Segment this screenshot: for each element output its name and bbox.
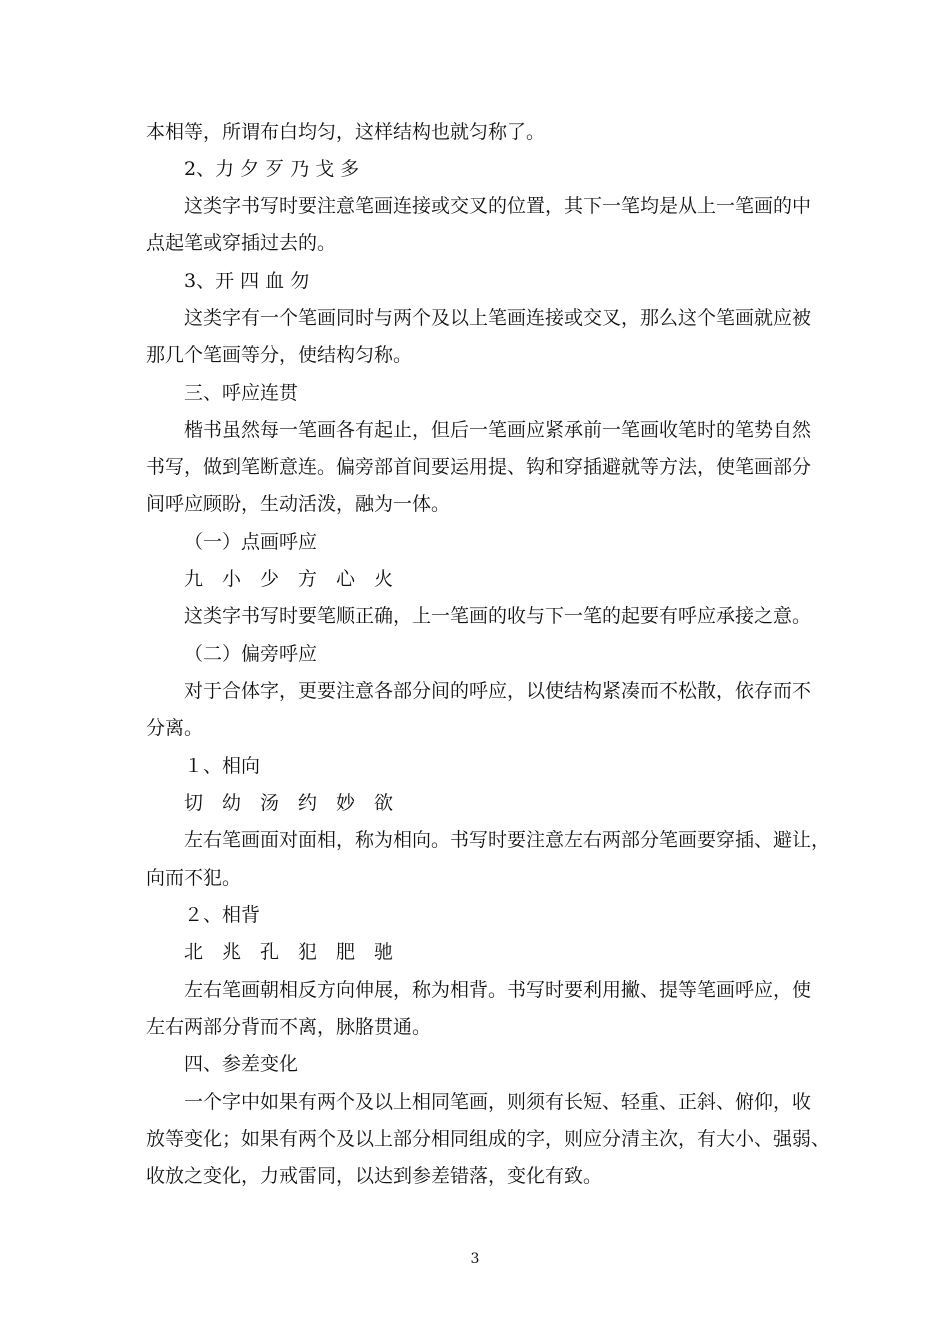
section-heading: 三、呼应连贯 <box>184 382 299 404</box>
paragraph-line: 左右笔画面对面相，称为相向。书写时要注意左右两部分笔画要穿插、避让， <box>184 829 831 851</box>
paragraph-line: 向而不犯。 <box>146 867 242 889</box>
example-characters: 九 小 少 方 心 火 <box>184 568 394 590</box>
example-characters: 北 兆 孔 犯 肥 驰 <box>184 941 394 963</box>
subsection-heading: 2、力 夕 歹 乃 戈 多 <box>184 158 360 180</box>
paragraph-line: 本相等，所谓布白均匀，这样结构也就匀称了。 <box>146 121 546 143</box>
paragraph-line: 这类字有一个笔画同时与两个及以上笔画连接或交叉，那么这个笔画就应被 <box>184 307 812 329</box>
paragraph-line: 间呼应顾盼，生动活泼，融为一体。 <box>146 493 451 515</box>
paragraph-line: 左右两部分背而不离，脉胳贯通。 <box>146 1016 432 1038</box>
paragraph-line: 楷书虽然每一笔画各有起止，但后一笔画应紧承前一笔画收笔时的笔势自然 <box>184 419 812 441</box>
subsection-heading: ２、相背 <box>184 904 261 926</box>
example-characters: 切 幼 汤 约 妙 欲 <box>184 792 394 814</box>
section-heading: 四、参差变化 <box>184 1053 299 1075</box>
subsection-heading: （一）点画呼应 <box>184 531 318 553</box>
paragraph-line: 这类字书写时要笔顺正确，上一笔画的收与下一笔的起要有呼应承接之意。 <box>184 605 812 627</box>
subsection-heading: 3、开 四 血 勿 <box>184 270 310 292</box>
paragraph-line: 对于合体字，更要注意各部分间的呼应，以使结构紧凑而不松散，依存而不 <box>184 680 812 702</box>
subsection-heading: １、相向 <box>184 755 261 777</box>
paragraph-line: 左右笔画朝相反方向伸展，称为相背。书写时要利用撇、提等笔画呼应，使 <box>184 979 812 1001</box>
page-number: 3 <box>470 1251 480 1267</box>
paragraph-line: 收放之变化，力戒雷同，以达到参差错落，变化有致。 <box>146 1165 603 1187</box>
paragraph-line: 放等变化；如果有两个及以上部分相同组成的字，则应分清主次，有大小、强弱、 <box>146 1128 831 1150</box>
paragraph-line: 这类字书写时要注意笔画连接或交叉的位置，其下一笔均是从上一笔画的中 <box>184 195 812 217</box>
paragraph-line: 一个字中如果有两个及以上相同笔画，则须有长短、轻重、正斜、俯仰，收 <box>184 1091 812 1113</box>
paragraph-line: 书写，做到笔断意连。偏旁部首间要运用提、钩和穿插避就等方法，使笔画部分 <box>146 456 812 478</box>
paragraph-line: 分离。 <box>146 717 204 739</box>
subsection-heading: （二）偏旁呼应 <box>184 643 318 665</box>
paragraph-line: 点起笔或穿插过去的。 <box>146 232 337 254</box>
paragraph-line: 那几个笔画等分，使结构匀称。 <box>146 344 413 366</box>
